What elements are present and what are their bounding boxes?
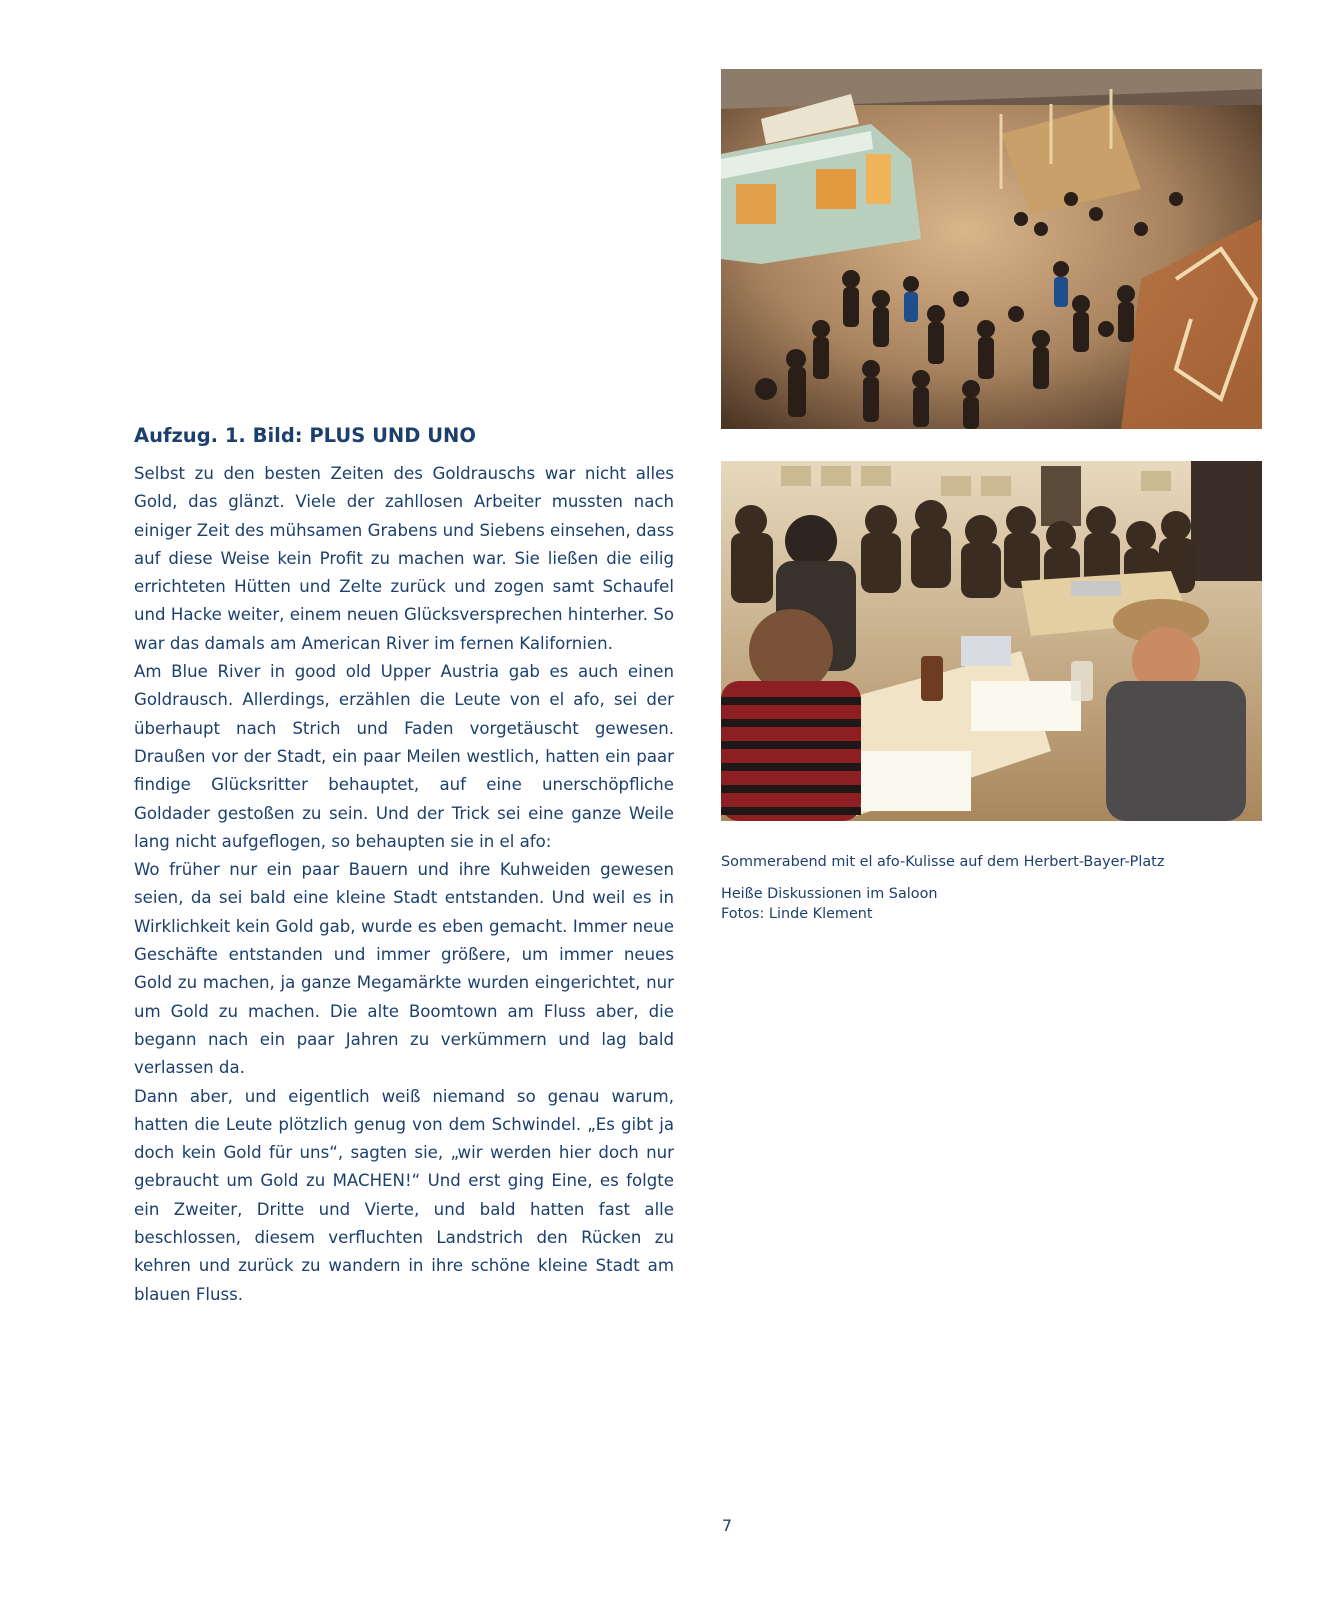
- photo-summer-evening-square: [721, 69, 1262, 429]
- photo-credit: Fotos: Linde Klement: [721, 906, 873, 922]
- photo-saloon-discussion: [721, 461, 1262, 821]
- photo-saloon-image: [721, 461, 1262, 821]
- article-body: [134, 460, 674, 1309]
- paragraph: Am Blue River in good old Upper Austria gab es auch einen Goldrausch. Allerdings, erzählen die Leute von el afo, sei der überhaupt nach Strich und Faden vorgetäuscht gewesen. Draußen vor der Stadt, ein paar Meilen westlich, hatten ein paar findige Glücksritter behauptet, auf eine unerschöpfliche Goldader gestoßen zu sein. Und der Trick sei eine ganze Weile lang nicht aufgeflogen, so behaupten sie in el afo:: [134, 662, 674, 851]
- page-number: 7: [721, 1516, 733, 1535]
- section-heading: Aufzug. 1. Bild: PLUS UND UNO: [134, 424, 476, 447]
- paragraph: Dann aber, und eigentlich weiß niemand so genau warum, hatten die Leute plötzlich genug von dem Schwindel. „Es gibt ja doch kein Gold für uns“, sagten sie, „wir werden hier doch nur gebraucht um Gold zu MACHEN!“ Und erst ging Eine, es folgte ein Zweiter, Dritte und Vierte, und bald hatten fast alle beschlossen, diesem verfluchten Landstrich den Rücken zu kehren und zurück zu wandern in ihre schöne kleine Stadt am blauen Fluss.: [134, 1086, 674, 1304]
- paragraph: Selbst zu den besten Zeiten des Goldrauschs war nicht alles Gold, das glänzt. Viele der zahllosen Arbeiter mussten nach einiger Zeit des mühsamen Grabens und Siebens einsehen, dass auf diese Weise kein Profit zu machen war. Sie ließen die eilig errichteten Hütten und Zelte zurück und zogen samt Schaufel und Hacke weiter, einem neuen Glücksversprechen hinterher. So war das damals am American River im fernen Kalifornien.: [134, 464, 674, 653]
- photo-caption-1: Sommerabend mit el afo-Kulisse auf dem Herbert-Bayer-Platz: [721, 854, 1165, 870]
- photo-square-image: [721, 69, 1262, 429]
- paragraph: Wo früher nur ein paar Bauern und ihre Kuhweiden gewesen seien, da sei bald eine kleine Stadt entstanden. Und weil es in Wirklichkeit kein Gold gab, wurde es eben gemacht. Immer neue Geschäfte entstanden und immer größere, um immer neues Gold zu machen, ja ganze Megamärkte wurden eingerichtet, nur um Gold zu machen. Die alte Boomtown am Fluss aber, die begann nach ein paar Jahren zu verkümmern und lag bald verlassen da.: [134, 860, 674, 1078]
- photo-caption-2: Heiße Diskussionen im Saloon: [721, 886, 938, 902]
